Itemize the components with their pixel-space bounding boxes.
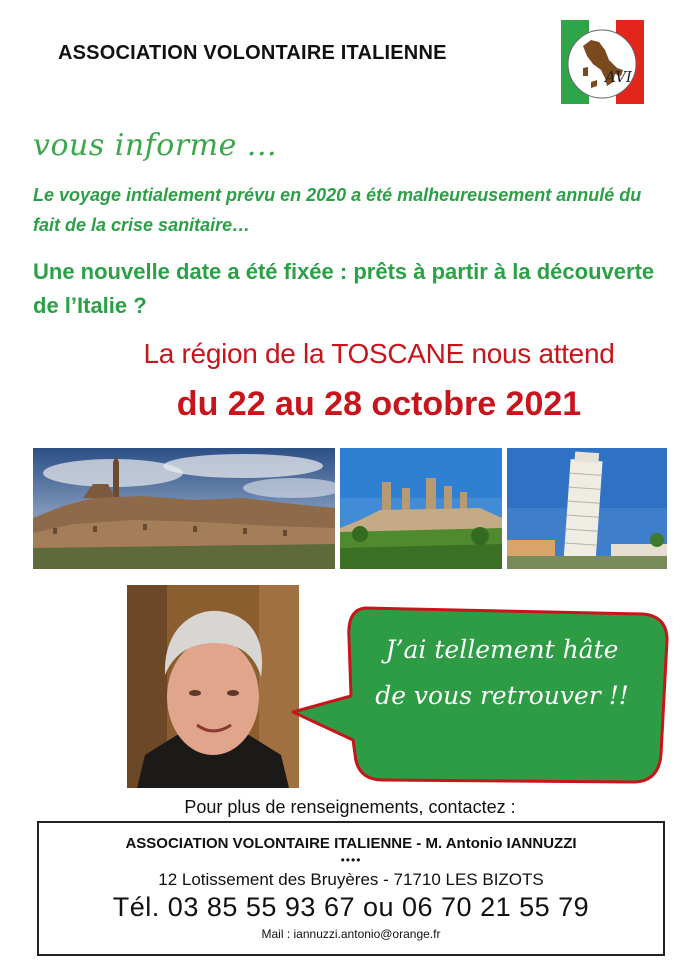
contact-lead: Pour plus de renseignements, contactez : — [184, 797, 516, 817]
speech-bubble-line-1: J’ai tellement hâte — [385, 635, 619, 664]
pisa-tower-photo — [507, 448, 667, 569]
region-heading: La région de la TOSCANE nous attend — [143, 338, 615, 369]
portrait-photo — [127, 585, 299, 788]
contact-email: Mail : iannuzzi.antonio@orange.fr — [261, 927, 441, 941]
contact-phone: Tél. 03 85 55 93 67 ou 06 70 21 55 79 — [112, 892, 590, 922]
speech-bubble-line-2: de vous retrouver !! — [375, 681, 629, 710]
informe-heading: vous informe ... — [33, 128, 278, 163]
speech-bubble-text — [342, 627, 662, 719]
page-title: ASSOCIATION VOLONTAIRE ITALIENNE — [58, 42, 447, 64]
san-gimignano-photo — [340, 448, 502, 569]
contact-organization: ASSOCIATION VOLONTAIRE ITALIENNE - M. Antonio IANNUZZI — [125, 835, 577, 852]
siena-photo — [33, 448, 335, 569]
avi-logo — [561, 20, 644, 104]
new-date-paragraph: Une nouvelle date a été fixée : prêts à partir à la découverte de l’Italie ? — [33, 259, 655, 318]
contact-address: 12 Lotissement des Bruyères - 71710 LES BIZOTS — [158, 870, 544, 889]
trip-dates: du 22 au 28 octobre 2021 — [176, 385, 582, 423]
contact-separator: •••• — [340, 853, 362, 867]
contact-box — [37, 821, 665, 956]
intro-paragraph: Le voyage intialement prévu en 2020 a été malheureusement annulé du fait de la crise sanitaire… — [33, 185, 642, 235]
logo-lettering: AVI — [605, 68, 632, 86]
